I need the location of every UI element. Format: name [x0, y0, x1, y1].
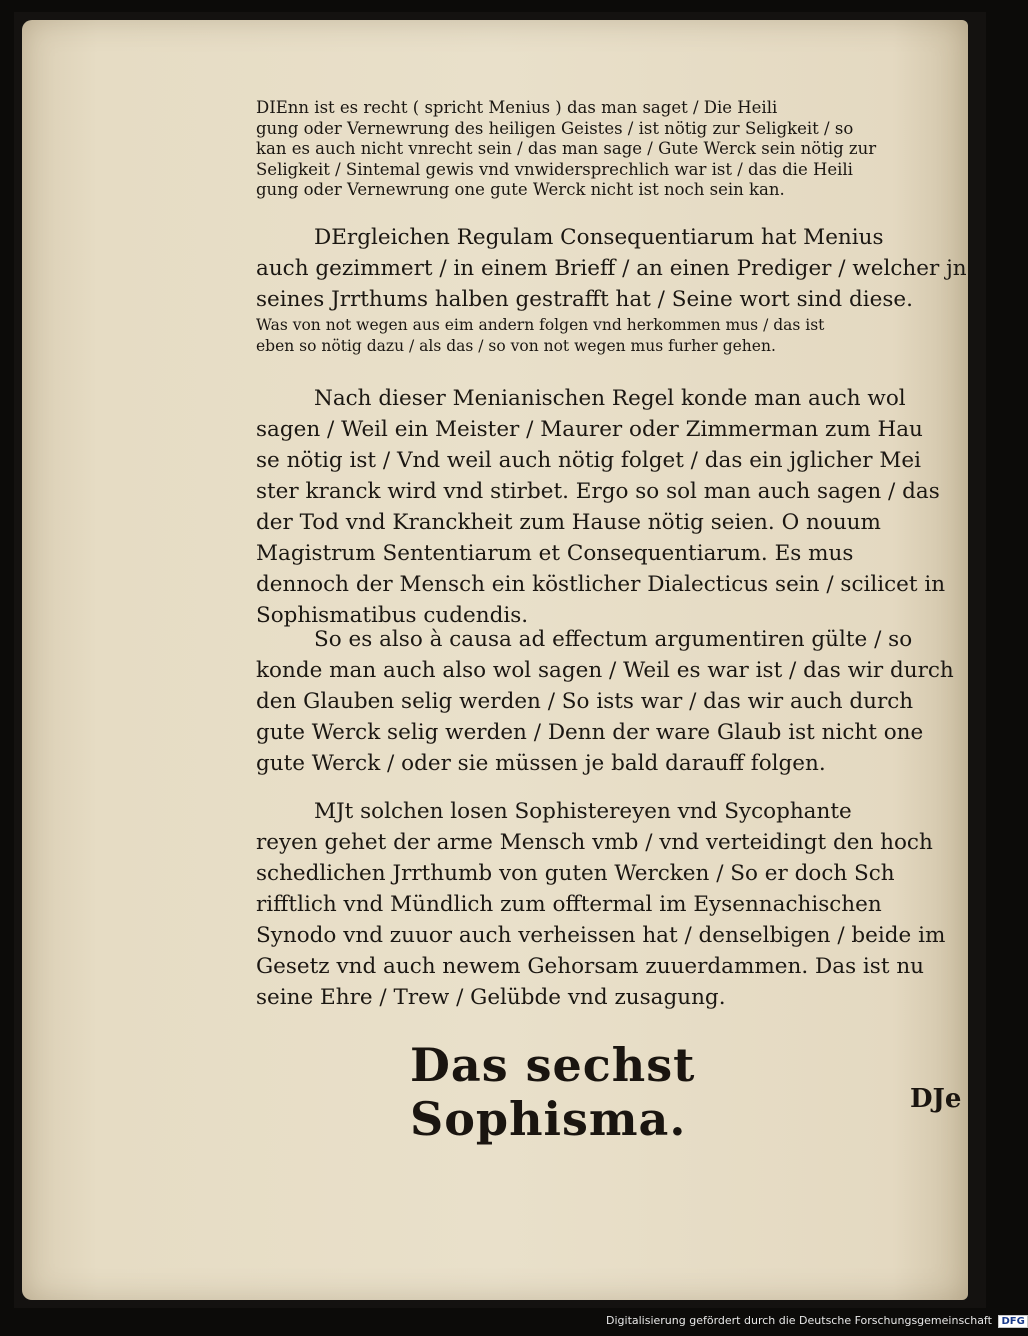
text-line: gute Werck / oder sie müssen je bald darauff folgen.	[256, 751, 826, 776]
paragraph-5	[256, 796, 972, 1013]
text-line: DErgleichen Regulam Consequentiarum hat Menius	[314, 225, 884, 250]
quote-line: Was von not wegen aus eim andern folgen vnd herkommen mus / das ist	[256, 316, 825, 334]
text-line: se nötig ist / Vnd weil auch nötig folget / das ein jglicher Mei	[256, 448, 921, 473]
text-line: gung oder Vernewrung des heiligen Geistes / ist nötig zur Seligkeit / so	[256, 118, 854, 138]
text-line: gute Werck selig werden / Denn der ware Glaub ist nicht one	[256, 720, 924, 745]
section-heading: Das sechst Sophisma.	[410, 1038, 696, 1146]
paragraph-2	[256, 222, 972, 356]
text-line: konde man auch also wol sagen / Weil es war ist / das wir durch	[256, 658, 954, 683]
paragraph-1	[256, 98, 972, 201]
text-line: sagen / Weil ein Meister / Maurer oder Zimmerman zum Hau	[256, 417, 923, 442]
text-line: Magistrum Sententiarum et Consequentiarum. Es mus	[256, 541, 854, 566]
text-line: So es also à causa ad effectum argumentiren gülte / so	[314, 627, 913, 652]
digitization-footer	[606, 1314, 1025, 1328]
text-line: Gesetz vnd auch newem Gehorsam zuuerdammen. Das ist nu	[256, 954, 925, 979]
text-line: gung oder Vernewrung one gute Werck nicht ist noch sein kan.	[256, 180, 785, 199]
text-line: der Tod vnd Kranckheit zum Hause nötig seien. O nouum	[256, 510, 881, 535]
text-line: den Glauben selig werden / So ists war / das wir auch durch	[256, 689, 914, 714]
footer-text: Digitalisierung gefördert durch die Deutsche Forschungsgemeinschaft	[606, 1314, 992, 1327]
text-line: reyen gehet der arme Mensch vmb / vnd verteidingt den hoch	[256, 830, 933, 855]
text-line: dennoch der Mensch ein köstlicher Dialecticus sein / scilicet in	[256, 572, 946, 597]
text-line: DIEnn ist es recht ( spricht Menius ) das man saget / Die Heili	[256, 98, 778, 117]
text-line: schedlichen Jrrthumb von guten Wercken / So er doch Sch	[256, 861, 895, 886]
text-line: MJt solchen losen Sophistereyen vnd Sycophante	[314, 799, 852, 824]
text-line: seine Ehre / Trew / Gelübde vnd zusagung.	[256, 985, 726, 1010]
text-line: ster kranck wird vnd stirbet. Ergo so sol man auch sagen / das	[256, 479, 940, 504]
text-line: Sophismatibus cudendis.	[256, 603, 529, 628]
text-line: rifftlich vnd Mündlich zum offtermal im Eysennachischen	[256, 892, 882, 917]
quote-line: eben so nötig dazu / als das / so von not wegen mus furher gehen.	[256, 336, 776, 355]
dfg-logo-icon: DFG	[998, 1315, 1027, 1328]
text-line: auch gezimmert / in einem Brieff / an einen Prediger / welcher jn	[256, 256, 967, 281]
text-line: Nach dieser Menianischen Regel konde man auch wol	[314, 386, 906, 411]
text-line: Synodo vnd zuuor auch verheissen hat / denselbigen / beide im	[256, 923, 946, 948]
text-line: Seligkeit / Sintemal gewis vnd vnwidersprechlich war ist / das die Heili	[256, 159, 853, 179]
text-line: seines Jrrthums halben gestrafft hat / Seine wort sind diese.	[256, 287, 913, 312]
book-page	[22, 20, 968, 1300]
catchword: DJe	[910, 1084, 962, 1114]
paragraph-3	[256, 383, 972, 631]
paragraph-4	[256, 624, 972, 779]
text-line: kan es auch nicht vnrecht sein / das man sage / Gute Werck sein nötig zur	[256, 139, 877, 158]
